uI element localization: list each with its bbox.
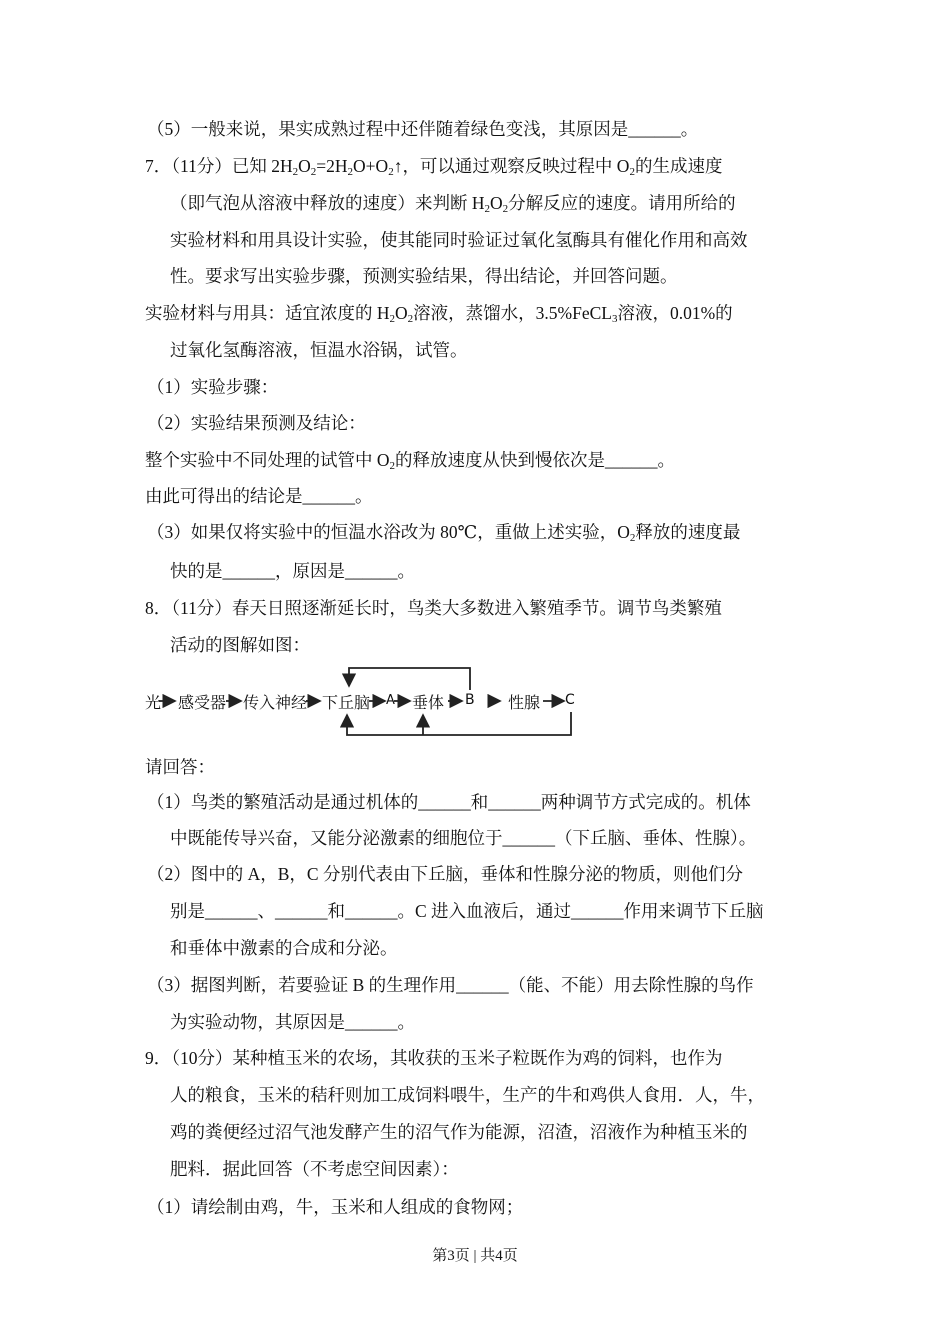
text-line [145,1047,723,1069]
text-run: 整个实验中不同处理的试管中 O [145,450,390,470]
text-line [145,302,733,324]
text-line [147,118,698,140]
text-line [145,155,722,177]
text-line [170,937,398,959]
text-run: （2）图中的 A，B，C 分别代表由下丘脑，垂体和性腺分泌的物质，则他们分 [147,864,743,884]
subscript: 2 [292,166,299,178]
text-run: 请回答： [145,757,215,777]
subscript: 2 [629,532,636,544]
text-line [170,900,764,922]
text-line [170,192,736,214]
subscript: 2 [310,166,317,178]
text-run: 人的粮食，玉米的秸秆则加工成饲料喂牛，生产的牛和鸡供人食用．人，牛， [170,1085,765,1105]
subscript: 2 [629,166,635,178]
text-run: 的释放速度从快到慢依次是______。 [395,450,676,470]
text-line [145,449,675,471]
text-line [147,974,754,996]
subscript: 2 [347,166,354,178]
text-run: O+O [353,156,389,176]
text-run: 实验材料与用具：适宜浓度的 H [145,303,390,323]
text-run: 溶液，0.01%的 [617,303,733,323]
text-run: （5）一般来说，果实成熟过程中还伴随着绿色变浅，其原因是______。 [147,119,699,139]
text-run: 7．（11分）已知 2H [145,156,293,176]
text-run: O [298,156,311,176]
text-run: =2H [316,156,348,176]
text-run: 性。要求写出实验步骤，预测实验结果，得出结论，并回答问题。 [170,266,678,286]
bird-reproduction-regulation-diagram [140,660,590,750]
subscript: 2 [407,313,414,325]
text-line [147,376,278,398]
text-line [170,1121,748,1143]
text-line [170,265,678,287]
diagram-node-c: C [565,692,575,708]
diagram-node-b: B [465,692,475,708]
text-run: O [490,193,503,213]
subscript: 2 [389,313,396,325]
subscript: 2 [388,166,394,178]
text-run: 释放的速度最 [635,522,741,542]
text-line [170,339,468,361]
diagram-node-gonad: 性腺 [508,693,541,712]
text-line [147,412,366,434]
subscript: 2 [389,460,396,472]
text-run: 实验材料和用具设计实验，使其能同时验证过氧化氢酶具有催化作用和高效 [170,230,748,250]
text-line [170,229,748,251]
text-line [145,756,215,778]
subscript: 2 [502,203,509,215]
text-run: 中既能传导兴奋，又能分泌激素的细胞位于______（下丘脑、垂体、性腺）。 [170,828,757,848]
text-line [145,597,722,619]
text-run: （2）实验结果预测及结论： [147,413,366,433]
subscript: 3 [611,313,618,325]
diagram-node-afferent-nerve: 传入神经 [243,693,308,712]
text-run: 鸡的粪便经过沼气池发酵产生的沼气作为能源，沼渣，沼液作为种植玉米的 [170,1122,748,1142]
text-run: 为实验动物，其原因是______。 [170,1012,415,1032]
text-line [147,521,740,543]
diagram-node-light: 光 [145,693,162,712]
text-run: 和垂体中激素的合成和分泌。 [170,938,398,958]
text-line [147,791,751,813]
text-run: （1）实验步骤： [147,377,279,397]
text-line [147,1196,523,1218]
text-line [170,1084,765,1106]
text-run: 活动的图解如图： [170,635,310,655]
text-run: 别是______、______和______。C 进入血液后，通过______作用来调节下丘脑 [170,901,764,921]
text-run: 过氧化氢酶溶液，恒温水浴锅，试管。 [170,340,468,360]
text-line [145,485,373,507]
text-line [170,827,756,849]
text-run: 肥料．据此回答（不考虑空间因素）： [170,1159,459,1179]
text-run: （1）鸟类的繁殖活动是通过机体的______和______两种调节方式完成的。机体 [147,792,751,812]
text-run: ↑，可以通过观察反映过程中 O [393,156,630,176]
diagram-node-hypothalamus: 下丘脑 [322,693,371,712]
text-run: 的生成速度 [634,156,723,176]
text-run: （1）请绘制由鸡，牛，玉米和人组成的食物网； [147,1197,524,1217]
text-run: 9．（10分）某种植玉米的农场，其收获的玉米子粒既作为鸡的饲料，也作为 [145,1048,723,1068]
text-run: （3）如果仅将实验中的恒温水浴改为 80℃，重做上述实验，O [147,522,630,542]
text-run: 溶液，蒸馏水，3.5%FeCL [413,303,612,323]
text-run: 8．（11分）春天日照逐渐延长时，鸟类大多数进入繁殖季节。调节鸟类繁殖 [145,598,722,618]
text-run: 分解反应的速度。请用所给的 [508,193,736,213]
text-run: 由此可得出的结论是______。 [145,486,373,506]
subscript: 2 [484,203,491,215]
diagram-node-receptor: 感受器 [178,693,227,712]
text-line [170,1158,459,1180]
text-line [147,863,743,885]
text-run: 快的是______，原因是______。 [170,561,415,581]
page-footer: 第3页 | 共4页 [432,1248,518,1264]
text-run: （即气泡从溶液中释放的速度）来判断 H [170,193,485,213]
text-run: （3）据图判断，若要验证 B 的生理作用______（能、不能）用去除性腺的鸟作 [147,975,754,995]
text-line [170,1011,415,1033]
diagram-node-a: A [386,693,395,708]
diagram-node-pituitary: 垂体 [412,693,445,712]
text-line [170,560,415,582]
text-run: O [395,303,408,323]
text-line [170,634,310,656]
